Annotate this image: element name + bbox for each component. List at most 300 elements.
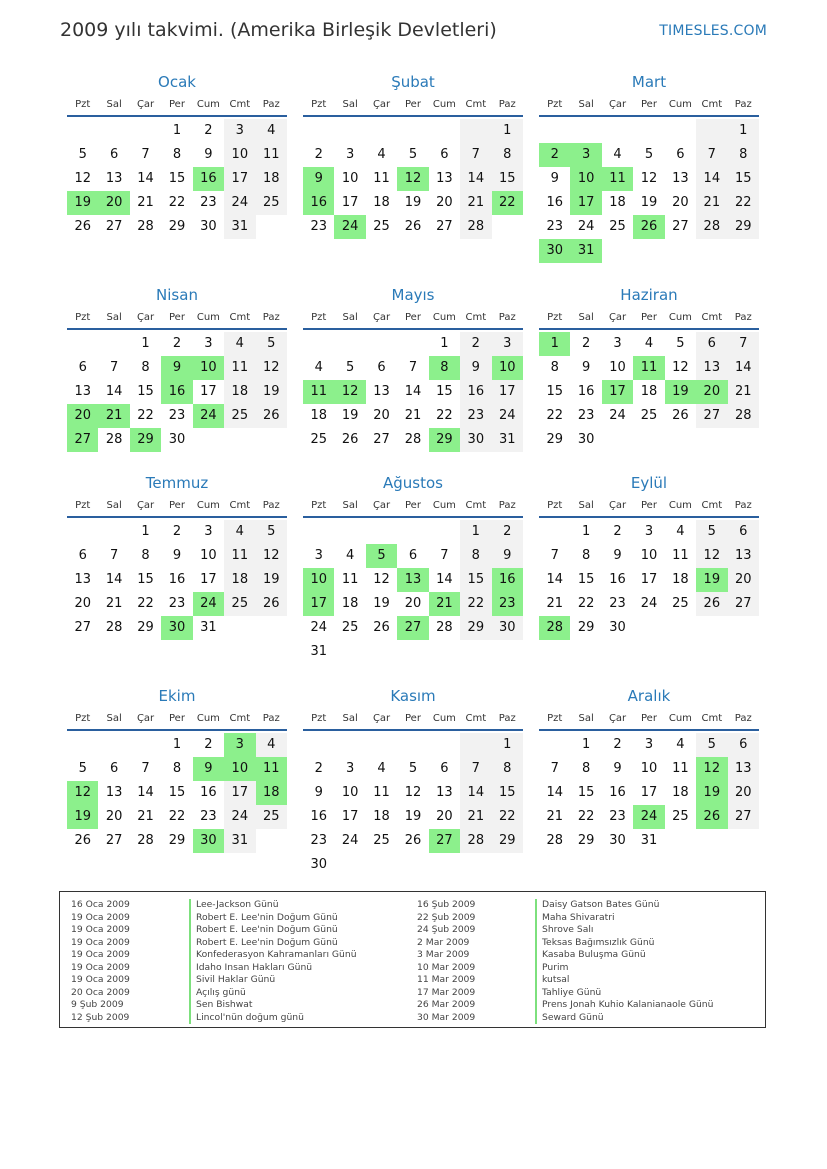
- month-name: Temmuz: [145, 474, 209, 492]
- day-cell: 2: [613, 737, 622, 752]
- day-cell: 5: [408, 761, 418, 776]
- day-cell: 27: [74, 620, 91, 635]
- weekday-label: Cmt: [701, 99, 723, 110]
- holiday-day-cell: 1: [539, 332, 570, 356]
- day-cell: 6: [78, 548, 87, 563]
- day-cell: 1: [581, 737, 591, 752]
- holiday-name: Robert E. Lee'nin Doğum Günü: [189, 924, 338, 937]
- day-cell: 30: [168, 432, 186, 447]
- day-grid: [539, 119, 759, 263]
- day-cell: 3: [492, 332, 523, 356]
- day-cell: 27: [105, 833, 123, 848]
- day-cell: 1: [141, 336, 150, 351]
- day-cell: 20: [74, 596, 91, 611]
- holiday-day-cell: 30: [193, 829, 224, 853]
- empty-cell: [696, 119, 727, 143]
- day-cell: 24: [341, 833, 359, 848]
- weekday-label: Cmt: [465, 713, 487, 724]
- day-cell: 12: [404, 785, 422, 800]
- holiday-day-cell: 11: [633, 356, 664, 380]
- empty-cell: [460, 119, 491, 143]
- day-cell: 12: [74, 171, 91, 186]
- holiday-name: Purim: [535, 962, 568, 975]
- weekday-label: Cmt: [229, 500, 251, 511]
- holiday-day-cell: 19: [696, 781, 727, 805]
- day-cell: 25: [256, 191, 287, 215]
- weekday-label: Sal: [578, 500, 594, 511]
- page-title: 2009 yılı takvimi. (Amerika Birleşik Devletleri): [60, 19, 497, 41]
- holiday-name: Sivil Haklar Günü: [189, 974, 275, 987]
- day-cell: 4: [613, 147, 622, 162]
- day-cell: 29: [728, 215, 759, 239]
- day-cell: 3: [204, 524, 213, 539]
- day-cell: 9: [204, 147, 213, 162]
- weekday-label: Cum: [432, 713, 456, 724]
- day-cell: 10: [341, 785, 359, 800]
- day-cell: 30: [310, 857, 327, 872]
- day-cell: 7: [109, 548, 119, 563]
- day-cell: 24: [609, 408, 626, 423]
- day-cell: 2: [314, 147, 323, 162]
- weekday-label: Çar: [608, 312, 627, 323]
- day-cell: 24: [310, 620, 327, 635]
- day-cell: 15: [492, 167, 523, 191]
- day-cell: 13: [74, 384, 91, 399]
- day-cell: 1: [141, 524, 150, 539]
- empty-cell: [334, 119, 365, 143]
- holiday-day-cell: 8: [429, 356, 460, 380]
- month-12: [539, 685, 759, 853]
- day-cell: 23: [200, 195, 217, 210]
- day-cell: 6: [728, 733, 759, 757]
- day-cell: 13: [436, 785, 453, 800]
- day-cell: 26: [404, 833, 422, 848]
- day-cell: 22: [492, 805, 523, 829]
- day-cell: 5: [696, 520, 727, 544]
- day-cell: 7: [728, 332, 759, 356]
- weekday-label: Paz: [734, 713, 752, 724]
- day-cell: 1: [728, 119, 759, 143]
- day-cell: 9: [613, 548, 622, 563]
- day-cell: 28: [105, 432, 123, 447]
- empty-cell: [98, 332, 129, 356]
- holiday-day-cell: 16: [193, 167, 224, 191]
- day-cell: 8: [492, 143, 523, 167]
- weekday-label: Per: [405, 713, 421, 724]
- day-cell: 20: [373, 408, 390, 423]
- day-cell: 21: [460, 191, 491, 215]
- holiday-day-cell: 27: [429, 829, 460, 853]
- day-cell: 31: [640, 833, 658, 848]
- empty-cell: [67, 332, 98, 356]
- day-cell: 18: [256, 167, 287, 191]
- holiday-day-cell: 11: [303, 380, 334, 404]
- weekday-label: Per: [641, 312, 657, 323]
- holiday-date: 19 Oca 2009: [71, 961, 130, 973]
- day-cell: 14: [696, 167, 727, 191]
- empty-cell: [397, 332, 428, 356]
- empty-cell: [366, 520, 397, 544]
- day-cell: 28: [404, 432, 422, 447]
- holiday-day-cell: 26: [696, 805, 727, 829]
- day-cell: 5: [408, 147, 418, 162]
- holiday-name: Lee-Jackson Günü: [189, 899, 279, 912]
- day-cell: 4: [256, 733, 287, 757]
- day-cell: 25: [341, 620, 359, 635]
- legend-row: [417, 974, 713, 987]
- day-cell: 6: [696, 332, 727, 356]
- weekday-label: Cum: [432, 99, 456, 110]
- day-cell: 28: [546, 833, 563, 848]
- legend-row: [71, 974, 357, 987]
- weekday-label: Sal: [106, 312, 122, 323]
- weekday-label: Paz: [498, 500, 516, 511]
- day-cell: 6: [109, 147, 119, 162]
- holiday-date: 9 Şub 2009: [71, 999, 124, 1010]
- legend-row: [417, 962, 713, 975]
- day-cell: 14: [546, 572, 563, 587]
- empty-cell: [67, 733, 98, 757]
- weekday-label: Cmt: [465, 500, 487, 511]
- holiday-day-cell: 9: [303, 167, 334, 191]
- day-cell: 6: [78, 360, 87, 375]
- day-cell: 26: [373, 620, 390, 635]
- holiday-day-cell: 19: [665, 380, 696, 404]
- holiday-day-cell: 24: [334, 215, 365, 239]
- day-cell: 30: [577, 432, 595, 447]
- empty-cell: [366, 332, 397, 356]
- day-grid: [303, 520, 523, 664]
- day-cell: 31: [310, 644, 327, 659]
- day-cell: 24: [577, 219, 595, 234]
- weekday-label: Sal: [342, 99, 358, 110]
- weekday-label: Sal: [578, 99, 594, 110]
- day-cell: 3: [314, 548, 323, 563]
- day-grid: [303, 119, 523, 239]
- day-cell: 7: [141, 761, 150, 776]
- day-cell: 20: [728, 781, 759, 805]
- empty-cell: [130, 119, 161, 143]
- empty-cell: [334, 332, 365, 356]
- day-cell: 17: [341, 195, 359, 210]
- month-8: [303, 472, 523, 664]
- day-cell: 9: [492, 544, 523, 568]
- holiday-day-cell: 19: [67, 805, 98, 829]
- day-grid: [67, 119, 287, 239]
- weekday-label: Pzt: [547, 500, 563, 511]
- day-cell: 16: [609, 572, 626, 587]
- holiday-date: 3 Mar 2009: [417, 949, 470, 960]
- day-cell: 8: [728, 143, 759, 167]
- weekday-label: Paz: [262, 500, 280, 511]
- day-cell: 14: [460, 167, 491, 191]
- weekday-label: Çar: [136, 312, 155, 323]
- weekday-label: Cmt: [229, 99, 251, 110]
- weekday-label: Çar: [608, 500, 627, 511]
- holiday-day-cell: 16: [161, 380, 192, 404]
- day-cell: 25: [672, 809, 689, 824]
- day-cell: 6: [728, 520, 759, 544]
- day-cell: 11: [672, 548, 689, 563]
- day-cell: 13: [436, 171, 453, 186]
- weekday-label: Sal: [578, 713, 594, 724]
- holiday-day-cell: 16: [492, 568, 523, 592]
- day-cell: 21: [105, 596, 123, 611]
- day-cell: 21: [460, 805, 491, 829]
- day-cell: 22: [137, 596, 154, 611]
- weekday-header: [67, 496, 287, 518]
- day-cell: 8: [172, 147, 182, 162]
- day-cell: 29: [492, 829, 523, 853]
- holiday-day-cell: 30: [161, 616, 192, 640]
- legend-row: [71, 899, 357, 912]
- day-cell: 23: [609, 596, 626, 611]
- day-cell: 8: [581, 548, 591, 563]
- weekday-label: Cum: [668, 500, 692, 511]
- holiday-day-cell: 24: [193, 404, 224, 428]
- day-cell: 13: [373, 384, 390, 399]
- legend-row: [71, 962, 357, 975]
- day-cell: 9: [460, 356, 491, 380]
- day-cell: 7: [141, 147, 150, 162]
- day-cell: 24: [224, 805, 255, 829]
- day-cell: 11: [341, 572, 359, 587]
- legend-column-2: [417, 899, 713, 1024]
- weekday-label: Çar: [608, 713, 627, 724]
- day-cell: 14: [137, 785, 154, 800]
- holiday-date: 24 Şub 2009: [417, 924, 476, 935]
- holiday-name: Kasaba Buluşma Günü: [535, 949, 646, 962]
- day-cell: 10: [640, 761, 658, 776]
- day-cell: 26: [696, 592, 727, 616]
- day-grid: [303, 733, 523, 877]
- legend-row: [417, 1012, 713, 1025]
- holiday-name: Robert E. Lee'nin Doğum Günü: [189, 912, 338, 925]
- day-cell: 7: [408, 360, 418, 375]
- weekday-header: [539, 95, 759, 117]
- weekday-label: Cmt: [465, 312, 487, 323]
- weekday-label: Cum: [432, 500, 456, 511]
- empty-cell: [397, 733, 428, 757]
- weekday-label: Paz: [262, 99, 280, 110]
- empty-cell: [98, 119, 129, 143]
- weekday-label: Pzt: [75, 500, 91, 511]
- month-5: [303, 284, 523, 452]
- brand-link[interactable]: TIMESLES.COM: [659, 23, 767, 39]
- weekday-header: [539, 709, 759, 731]
- day-cell: 1: [581, 524, 591, 539]
- day-cell: 10: [640, 548, 658, 563]
- month-name: Haziran: [620, 286, 678, 304]
- holiday-date: 11 Mar 2009: [417, 974, 476, 985]
- holiday-day-cell: 29: [429, 428, 460, 452]
- weekday-label: Cum: [668, 713, 692, 724]
- empty-cell: [602, 119, 633, 143]
- day-cell: 7: [550, 548, 559, 563]
- day-cell: 15: [728, 167, 759, 191]
- day-cell: 8: [581, 761, 591, 776]
- day-cell: 12: [672, 360, 689, 375]
- day-cell: 5: [256, 520, 287, 544]
- day-cell: 19: [256, 380, 287, 404]
- day-cell: 15: [137, 572, 154, 587]
- day-cell: 7: [696, 143, 727, 167]
- weekday-label: Sal: [106, 500, 122, 511]
- day-cell: 12: [256, 356, 287, 380]
- holiday-name: Seward Günü: [535, 1012, 604, 1025]
- day-grid: [67, 520, 287, 640]
- day-cell: 21: [137, 809, 154, 824]
- weekday-label: Çar: [608, 99, 627, 110]
- day-grid: [539, 520, 759, 640]
- day-cell: 8: [141, 548, 150, 563]
- holiday-day-cell: 3: [224, 733, 255, 757]
- weekday-label: Pzt: [547, 312, 563, 323]
- month-4: [67, 284, 287, 452]
- day-cell: 16: [200, 785, 217, 800]
- empty-cell: [570, 119, 601, 143]
- holiday-day-cell: 2: [539, 143, 570, 167]
- legend-row: [417, 937, 713, 950]
- day-cell: 11: [373, 785, 390, 800]
- day-cell: 11: [373, 171, 390, 186]
- day-cell: 7: [460, 143, 491, 167]
- day-cell: 22: [168, 809, 186, 824]
- holiday-date: 22 Şub 2009: [417, 911, 476, 923]
- holiday-day-cell: 22: [492, 191, 523, 215]
- holiday-day-cell: 9: [161, 356, 192, 380]
- day-cell: 23: [546, 219, 563, 234]
- day-cell: 2: [314, 761, 323, 776]
- day-cell: 5: [644, 147, 654, 162]
- holiday-day-cell: 24: [633, 805, 664, 829]
- empty-cell: [67, 520, 98, 544]
- day-cell: 24: [492, 404, 523, 428]
- day-cell: 21: [546, 809, 563, 824]
- day-cell: 25: [609, 219, 626, 234]
- weekday-header: [67, 308, 287, 330]
- day-cell: 30: [609, 620, 626, 635]
- weekday-label: Per: [169, 713, 185, 724]
- day-cell: 13: [728, 544, 759, 568]
- weekday-label: Cmt: [465, 99, 487, 110]
- holiday-day-cell: 20: [696, 380, 727, 404]
- weekday-label: Per: [169, 312, 185, 323]
- holiday-date: 30 Mar 2009: [417, 1011, 476, 1023]
- day-cell: 6: [408, 548, 418, 563]
- weekday-label: Cmt: [229, 713, 251, 724]
- legend-row: [71, 924, 357, 937]
- holiday-day-cell: 13: [397, 568, 428, 592]
- day-cell: 13: [696, 356, 727, 380]
- holiday-name: Sen Bishwat: [189, 999, 252, 1012]
- day-cell: 29: [577, 620, 595, 635]
- weekday-header: [303, 709, 523, 731]
- weekday-label: Sal: [342, 500, 358, 511]
- holiday-date: 19 Oca 2009: [71, 911, 130, 923]
- month-name: Şubat: [391, 73, 435, 91]
- day-cell: 31: [224, 829, 255, 853]
- holiday-day-cell: 27: [67, 428, 98, 452]
- holiday-day-cell: 12: [334, 380, 365, 404]
- day-cell: 30: [200, 219, 217, 234]
- day-cell: 26: [74, 219, 91, 234]
- day-cell: 17: [224, 167, 255, 191]
- legend-row: [417, 949, 713, 962]
- weekday-label: Cum: [668, 312, 692, 323]
- day-cell: 4: [256, 119, 287, 143]
- holiday-date: 19 Oca 2009: [71, 974, 130, 985]
- day-cell: 12: [373, 572, 390, 587]
- day-cell: 18: [672, 572, 689, 587]
- day-cell: 17: [200, 572, 217, 587]
- empty-cell: [539, 520, 570, 544]
- day-cell: 26: [404, 219, 422, 234]
- day-cell: 18: [310, 408, 327, 423]
- day-cell: 22: [728, 191, 759, 215]
- day-cell: 25: [256, 805, 287, 829]
- holiday-date: 19 Oca 2009: [71, 936, 130, 948]
- day-cell: 13: [672, 171, 689, 186]
- day-cell: 22: [577, 596, 595, 611]
- day-cell: 6: [109, 761, 119, 776]
- weekday-label: Çar: [372, 312, 391, 323]
- day-cell: 2: [581, 336, 591, 351]
- empty-cell: [665, 119, 696, 143]
- weekday-label: Paz: [498, 99, 516, 110]
- legend-row: [71, 1012, 357, 1025]
- day-cell: 13: [105, 785, 123, 800]
- holiday-date: 19 Oca 2009: [71, 949, 130, 960]
- holiday-name: Maha Shivaratri: [535, 912, 615, 925]
- empty-cell: [130, 733, 161, 757]
- day-cell: 18: [373, 195, 390, 210]
- day-cell: 4: [224, 520, 255, 544]
- day-cell: 7: [460, 757, 491, 781]
- day-cell: 27: [696, 404, 727, 428]
- day-cell: 20: [105, 809, 123, 824]
- holiday-day-cell: 26: [633, 215, 664, 239]
- day-cell: 3: [644, 524, 654, 539]
- weekday-label: Cum: [432, 312, 456, 323]
- empty-cell: [429, 520, 460, 544]
- day-cell: 29: [168, 219, 186, 234]
- holiday-day-cell: 29: [130, 428, 161, 452]
- day-cell: 22: [460, 592, 491, 616]
- holiday-name: Daisy Gatson Bates Günü: [535, 899, 659, 912]
- day-cell: 8: [492, 757, 523, 781]
- day-cell: 4: [314, 360, 323, 375]
- day-cell: 20: [404, 596, 422, 611]
- holiday-name: Lincol'nün doğum günü: [189, 1012, 304, 1025]
- day-cell: 17: [640, 572, 658, 587]
- legend-column-1: [71, 899, 357, 1024]
- weekday-label: Per: [405, 500, 421, 511]
- holiday-name: kutsal: [535, 974, 569, 987]
- empty-cell: [334, 520, 365, 544]
- month-name: Ağustos: [383, 474, 443, 492]
- weekday-label: Sal: [342, 713, 358, 724]
- day-cell: 14: [460, 781, 491, 805]
- day-cell: 18: [640, 384, 658, 399]
- day-cell: 14: [436, 572, 453, 587]
- holiday-day-cell: 19: [696, 568, 727, 592]
- day-cell: 10: [200, 548, 217, 563]
- day-cell: 15: [460, 568, 491, 592]
- holiday-date: 10 Mar 2009: [417, 961, 476, 973]
- day-cell: 26: [256, 592, 287, 616]
- day-cell: 8: [141, 360, 150, 375]
